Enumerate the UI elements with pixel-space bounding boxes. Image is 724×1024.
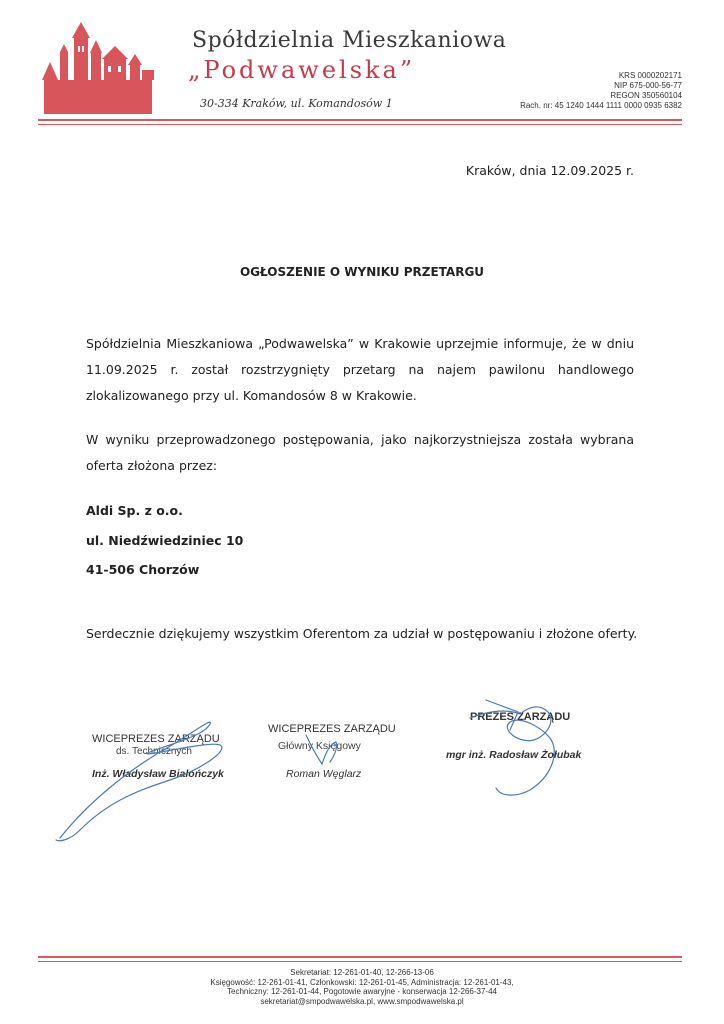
- signature-3-name: mgr inż. Radosław Żołubak: [446, 749, 582, 761]
- signature-2-name: Roman Węglarz: [286, 768, 362, 780]
- signature-2-subtitle: Główny Księgowy: [278, 740, 361, 752]
- header-rule: [38, 119, 682, 121]
- org-subname: „Podwawelska”: [188, 56, 416, 84]
- paragraph-1: Spółdzielnia Mieszkaniowa „Podwawelska” w Krakowie uprzejmie informuje, że w dniu 11.09.2025 r. został rozstrzygnięty przetarg na najem pawilonu handlowego zlokalizowanego przy ul. Komandosów 8 w Krakowie.: [86, 336, 634, 403]
- closing-text: Serdecznie dziękujemy wszystkim Oferentom za udział w postępowaniu i złożone oferty.: [86, 626, 638, 641]
- letter-title: OGŁOSZENIE O WYNIKU PRZETARGU: [239, 265, 485, 279]
- footer-contacts: [0, 968, 724, 1006]
- footer-line-accounting: Księgowość: 12-261-01-41, Członkowski: 12-261-01-45, Administracja: 12-261-01-43,: [210, 977, 514, 987]
- winner-street: ul. Niedźwiedziniec 10: [86, 533, 244, 548]
- castle-logo-icon: [38, 22, 158, 114]
- footer-line-email: sekretariat@smpodwawelska.pl, www.smpodwawelska.pl: [260, 996, 464, 1006]
- registry-nip: NIP 675-000-56-77: [614, 81, 682, 90]
- paragraph-2: W wyniku przeprowadzonego postępowania, jako najkorzystniejsza została wybrana oferta złożona przez:: [86, 432, 634, 473]
- signature-1-name: Inż. Władysław Białończyk: [92, 768, 224, 780]
- org-name: Spółdzielnia Mieszkaniowa: [192, 28, 507, 53]
- footer-line-technical: Techniczny: 12-261-01-44, Pogotowie awaryjne - konserwacja 12-266-37-44: [227, 987, 497, 996]
- signature-1-subtitle: ds. Technicznych: [116, 746, 192, 757]
- signature-3-title: PREZES ZARZĄDU: [470, 711, 571, 723]
- signature-1-title: WICEPREZES ZARZĄDU: [92, 733, 220, 745]
- signature-2-title: WICEPREZES ZARZĄDU: [268, 723, 396, 735]
- registry-bank-account: Rach. nr: 45 1240 1444 1111 0000 0935 6382: [520, 101, 682, 110]
- footer-rule-thin: [38, 961, 682, 962]
- footer-line-secretariat: Sekretariat: 12-261-01-40, 12-266-13-06: [290, 968, 434, 977]
- org-address: 30-334 Kraków, ul. Komandosów 1: [200, 97, 393, 110]
- registry-krs: KRS 0000202171: [618, 71, 682, 80]
- letter-date: Kraków, dnia 12.09.2025 r.: [465, 163, 634, 178]
- header-rule-thin: [38, 124, 682, 125]
- registry-info: [520, 71, 682, 111]
- winner-name: Aldi Sp. z o.o.: [86, 503, 183, 518]
- registry-regon: REGON 350560104: [610, 91, 682, 100]
- footer-rule: [38, 956, 682, 958]
- winner-city: 41-506 Chorzów: [86, 562, 200, 577]
